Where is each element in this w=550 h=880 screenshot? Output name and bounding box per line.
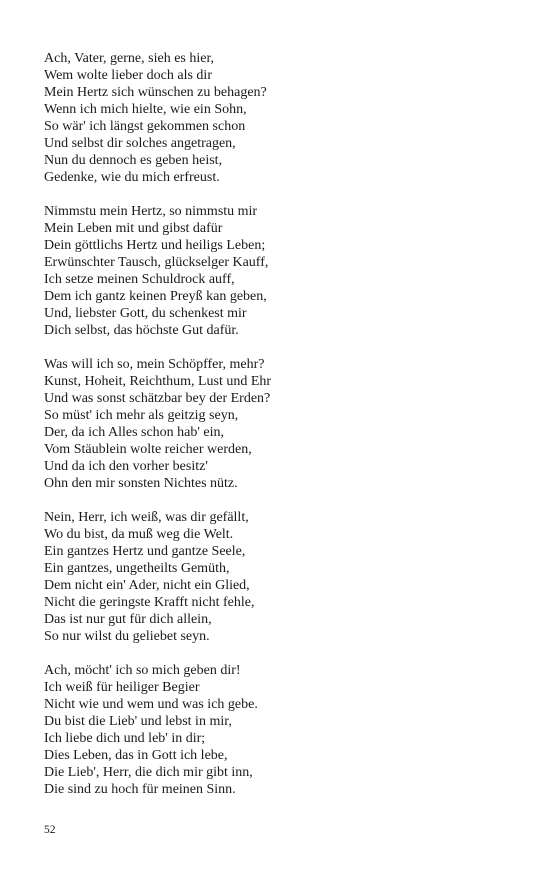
poem-line: Dich selbst, das höchste Gut dafür. bbox=[44, 323, 239, 338]
poem-line: Wenn ich mich hielte, wie ein Sohn, bbox=[44, 102, 247, 117]
poem-line: Dies Leben, das in Gott ich lebe, bbox=[44, 748, 228, 763]
poem-line: Wem wolte lieber doch als dir bbox=[44, 68, 212, 83]
poem-line: Nicht wie und wem und was ich gebe. bbox=[44, 697, 258, 712]
poem-line: Nicht die geringste Krafft nicht fehle, bbox=[44, 595, 255, 610]
poem-line: Mein Hertz sich wünschen zu behagen? bbox=[44, 85, 267, 100]
poem-line: Ein gantzes, ungetheilts Gemüth, bbox=[44, 561, 230, 576]
stanza bbox=[44, 509, 514, 645]
poem-line: Ich liebe dich und leb' in dir; bbox=[44, 731, 206, 746]
poem-line: Nun du dennoch es geben heist, bbox=[44, 153, 223, 168]
poem-line: Was will ich so, mein Schöpffer, mehr? bbox=[44, 357, 265, 372]
poem-line: Die Lieb', Herr, die dich mir gibt inn, bbox=[44, 765, 253, 780]
page-number: 52 bbox=[44, 824, 56, 836]
poem-line: Erwünschter Tausch, glückselger Kauff, bbox=[44, 255, 269, 270]
poem bbox=[44, 50, 514, 815]
poem-line: Mein Leben mit und gibst dafür bbox=[44, 221, 223, 236]
poem-line: Nein, Herr, ich weiß, was dir gefällt, bbox=[44, 510, 249, 525]
stanza bbox=[44, 662, 514, 798]
poem-line: Und da ich den vorher besitz' bbox=[44, 459, 208, 474]
stanza bbox=[44, 356, 514, 492]
poem-line: Und was sonst schätzbar bey der Erden? bbox=[44, 391, 271, 406]
poem-line: Ich weiß für heiliger Begier bbox=[44, 680, 200, 695]
poem-line: Die sind zu hoch für meinen Sinn. bbox=[44, 782, 236, 797]
poem-line: Du bist die Lieb' und lebst in mir, bbox=[44, 714, 232, 729]
poem-line: Und selbst dir solches angetragen, bbox=[44, 136, 236, 151]
poem-line: Das ist nur gut für dich allein, bbox=[44, 612, 212, 627]
poem-line: So wär' ich längst gekommen schon bbox=[44, 119, 246, 134]
poem-line: Ach, Vater, gerne, sieh es hier, bbox=[44, 51, 215, 66]
poem-line: Dem nicht ein' Ader, nicht ein Glied, bbox=[44, 578, 250, 593]
stanza bbox=[44, 50, 514, 186]
poem-line: Ach, möcht' ich so mich geben dir! bbox=[44, 663, 241, 678]
poem-line: So nur wilst du geliebet seyn. bbox=[44, 629, 210, 644]
poem-line: Kunst, Hoheit, Reichthum, Lust und Ehr bbox=[44, 374, 272, 389]
poem-line: Gedenke, wie du mich erfreust. bbox=[44, 170, 220, 185]
poem-line: Dem ich gantz keinen Preyß kan geben, bbox=[44, 289, 267, 304]
poem-line: Nimmstu mein Hertz, so nimmstu mir bbox=[44, 204, 258, 219]
poem-line: Ein gantzes Hertz und gantze Seele, bbox=[44, 544, 246, 559]
poem-line: Und, liebster Gott, du schenkest mir bbox=[44, 306, 247, 321]
poem-line: Vom Stäublein wolte reicher werden, bbox=[44, 442, 252, 457]
poem-line: Ohn den mir sonsten Nichtes nütz. bbox=[44, 476, 238, 491]
stanza bbox=[44, 203, 514, 339]
poem-line: Der, da ich Alles schon hab' ein, bbox=[44, 425, 225, 440]
poem-line: Wo du bist, da muß weg die Welt. bbox=[44, 527, 234, 542]
poem-line: Dein göttlichs Hertz und heiligs Leben; bbox=[44, 238, 266, 253]
poem-line: So müst' ich mehr als geitzig seyn, bbox=[44, 408, 239, 423]
poem-line: Ich setze meinen Schuldrock auff, bbox=[44, 272, 235, 287]
